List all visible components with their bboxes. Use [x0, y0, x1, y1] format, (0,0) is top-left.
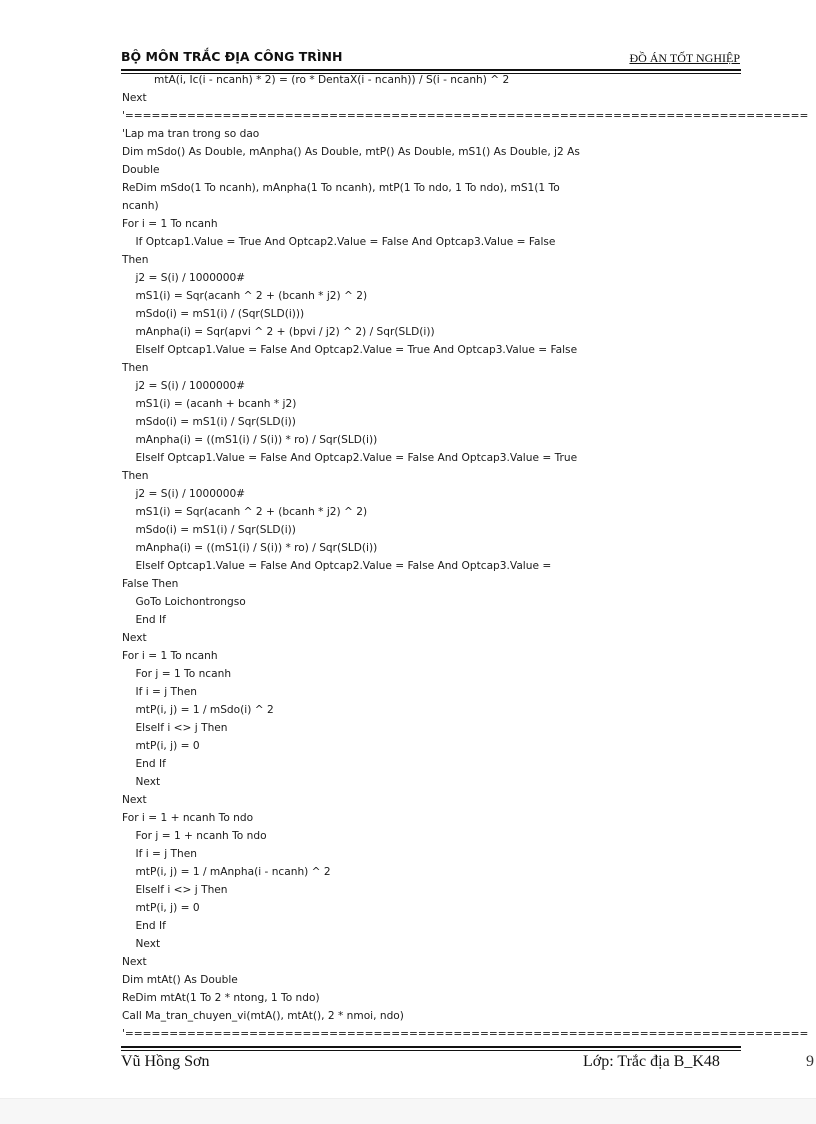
code-line: j2 = S(i) / 1000000# — [122, 272, 246, 284]
code-line: End If — [122, 920, 166, 932]
footer-rule-thin — [121, 1050, 741, 1051]
header-department: BỘ MÔN TRẮC ĐỊA CÔNG TRÌNH — [121, 49, 343, 64]
code-line: ElseIf Optcap1.Value = False And Optcap2.Value = False And Optcap3.Value = True — [122, 452, 578, 464]
code-line: ncanh) — [122, 200, 159, 212]
code-line: If i = j Then — [122, 848, 197, 860]
code-line: mtP(i, j) = 0 — [122, 740, 200, 752]
code-line: Then — [122, 362, 149, 374]
code-line: Double — [122, 164, 160, 176]
code-line: '============================================================================= — [122, 110, 809, 122]
code-line: For j = 1 + ncanh To ndo — [122, 830, 267, 842]
code-line: Then — [122, 254, 149, 266]
code-line: j2 = S(i) / 1000000# — [122, 488, 246, 500]
code-line: mAnpha(i) = ((mS1(i) / S(i)) * ro) / Sqr(SLD(i)) — [122, 434, 378, 446]
code-line: mS1(i) = (acanh + bcanh * j2) — [122, 398, 297, 410]
code-line: mAnpha(i) = ((mS1(i) / S(i)) * ro) / Sqr(SLD(i)) — [122, 542, 378, 554]
header-document-type: ĐỒ ÁN TỐT NGHIỆP — [629, 51, 740, 65]
code-line: mtA(i, Ic(i - ncanh) * 2) = (ro * DentaX(i - ncanh)) / S(i - ncanh) ^ 2 — [154, 74, 510, 86]
page-number: 9 — [806, 1053, 814, 1070]
code-line: ElseIf Optcap1.Value = False And Optcap2.Value = True And Optcap3.Value = False — [122, 344, 578, 356]
code-line: End If — [122, 758, 166, 770]
code-line: ElseIf i <> j Then — [122, 722, 228, 734]
code-line: Then — [122, 470, 149, 482]
code-line: Dim mSdo() As Double, mAnpha() As Double, mtP() As Double, mS1() As Double, j2 As — [122, 146, 580, 158]
code-line: For i = 1 To ncanh — [122, 218, 218, 230]
code-line: mS1(i) = Sqr(acanh ^ 2 + (bcanh * j2) ^ 2) — [122, 290, 368, 302]
code-line: Dim mtAt() As Double — [122, 974, 238, 986]
code-line: ElseIf Optcap1.Value = False And Optcap2.Value = False And Optcap3.Value = — [122, 560, 552, 572]
code-line: ReDim mSdo(1 To ncanh), mAnpha(1 To ncanh), mtP(1 To ndo, 1 To ndo), mS1(1 To — [122, 182, 560, 194]
code-line: False Then — [122, 578, 179, 590]
code-line: ReDim mtAt(1 To 2 * ntong, 1 To ndo) — [122, 992, 320, 1004]
code-line: End If — [122, 614, 166, 626]
code-line: For i = 1 + ncanh To ndo — [122, 812, 254, 824]
code-line: Next — [122, 92, 147, 104]
code-line: For i = 1 To ncanh — [122, 650, 218, 662]
code-line: mSdo(i) = mS1(i) / Sqr(SLD(i)) — [122, 524, 296, 536]
code-line: mS1(i) = Sqr(acanh ^ 2 + (bcanh * j2) ^ 2) — [122, 506, 368, 518]
code-line: GoTo Loichontrongso — [122, 596, 246, 608]
code-line: 'Lap ma tran trong so dao — [122, 128, 260, 140]
code-line: Next — [122, 938, 161, 950]
code-line: Next — [122, 794, 147, 806]
code-line: ElseIf i <> j Then — [122, 884, 228, 896]
code-line: mSdo(i) = mS1(i) / Sqr(SLD(i)) — [122, 416, 296, 428]
code-line: j2 = S(i) / 1000000# — [122, 380, 246, 392]
code-line: Next — [122, 776, 161, 788]
code-line: If i = j Then — [122, 686, 197, 698]
code-line: mSdo(i) = mS1(i) / (Sqr(SLD(i))) — [122, 308, 305, 320]
code-line: Next — [122, 956, 147, 968]
code-line: Call Ma_tran_chuyen_vi(mtA(), mtAt(), 2 * nmoi, ndo) — [122, 1010, 404, 1022]
code-line: Next — [122, 632, 147, 644]
bottom-strip — [0, 1098, 816, 1124]
code-line: mAnpha(i) = Sqr(apvi ^ 2 + (bpvi / j2) ^ 2) / Sqr(SLD(i)) — [122, 326, 435, 338]
code-line: For j = 1 To ncanh — [122, 668, 232, 680]
code-line: mtP(i, j) = 1 / mSdo(i) ^ 2 — [122, 704, 274, 716]
code-line: mtP(i, j) = 1 / mAnpha(i - ncanh) ^ 2 — [122, 866, 331, 878]
footer-author: Vũ Hồng Sơn — [121, 1053, 210, 1070]
page-header — [121, 48, 740, 68]
footer-class: Lớp: Trắc địa B_K48 — [583, 1053, 720, 1070]
code-listing — [122, 71, 809, 1043]
code-line: mtP(i, j) = 0 — [122, 902, 200, 914]
footer-rule-thick — [121, 1046, 741, 1048]
code-line: If Optcap1.Value = True And Optcap2.Value = False And Optcap3.Value = False — [122, 236, 556, 248]
code-line: '============================================================================= — [122, 1028, 809, 1040]
